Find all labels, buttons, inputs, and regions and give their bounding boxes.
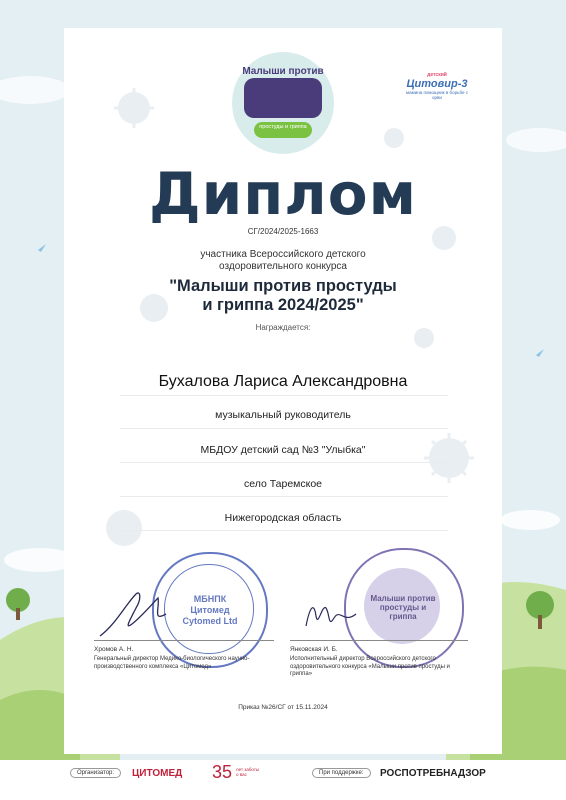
- support-name: РОСПОТРЕБНАДЗОР: [380, 768, 486, 779]
- diploma-code: СГ/2024/2025-1663: [247, 227, 319, 236]
- awarded-label: Награждается:: [255, 323, 311, 332]
- recipient-position: музыкальный руководитель: [215, 409, 351, 421]
- footer: [0, 760, 566, 800]
- divider: [120, 530, 448, 531]
- left-signer-name: Хромов А. Н.: [94, 646, 134, 653]
- contest-logo: [232, 52, 334, 154]
- recipient-locality: село Таремское: [243, 478, 323, 490]
- right-signer-title: Исполнительный директор Всероссийского детского оздоровительного конкурса «Малыши против простуды и гриппа»: [290, 656, 450, 677]
- left-signature-line: [94, 640, 274, 641]
- divider: [120, 395, 448, 396]
- recipient-organization: МБДОУ детский сад №3 "Улыбка": [200, 444, 366, 456]
- partner-logo: [402, 72, 472, 100]
- anniversary-number: 35: [212, 762, 233, 782]
- organizer-name: ЦИТОМЕД: [132, 768, 183, 779]
- divider: [120, 428, 448, 429]
- right-signature: [300, 596, 360, 636]
- organizer-label: Организатор:: [70, 768, 121, 778]
- partner-logo-tagline: мамина помощник в борьбе с орви: [406, 90, 468, 100]
- partner-logo-name: Цитовир-3: [406, 78, 468, 90]
- anniversary-note: лет заботы о вас: [236, 767, 260, 777]
- participant-text: участника Всероссийского детского оздоровительного конкурса: [200, 249, 366, 272]
- diploma-title: Диплом: [148, 160, 418, 228]
- company-stamp-text: МБНПК Цитомед Cytomed Ltd: [182, 594, 238, 626]
- participant-caption: [64, 249, 502, 273]
- contest-name-text: "Малыши против простуды и гриппа 2024/2025": [169, 277, 397, 314]
- right-signature-line: [290, 640, 468, 641]
- logo-subtitle: простуды и гриппа: [259, 124, 307, 130]
- contest-name: [64, 277, 502, 315]
- partner-logo-top: детский: [427, 72, 447, 78]
- support-label: При поддержке:: [312, 768, 371, 778]
- logo-text: Малыши против: [242, 66, 324, 77]
- contest-stamp: [344, 548, 464, 668]
- order-number: Приказ №26/СГ от 15.11.2024: [238, 704, 328, 711]
- divider: [120, 496, 448, 497]
- divider: [120, 462, 448, 463]
- recipient-region: Нижегородская область: [224, 512, 342, 524]
- left-signature: [96, 584, 186, 640]
- right-signer-name: Янковская И. Б.: [290, 646, 338, 653]
- contest-stamp-text: Малыши против простуды и гриппа: [370, 594, 436, 621]
- recipient-name: Бухалова Лариса Александровна: [158, 373, 408, 390]
- left-signer-title: Генеральный директор Медико-биологического научно-производственного комплекса «Цитомед»: [94, 656, 250, 670]
